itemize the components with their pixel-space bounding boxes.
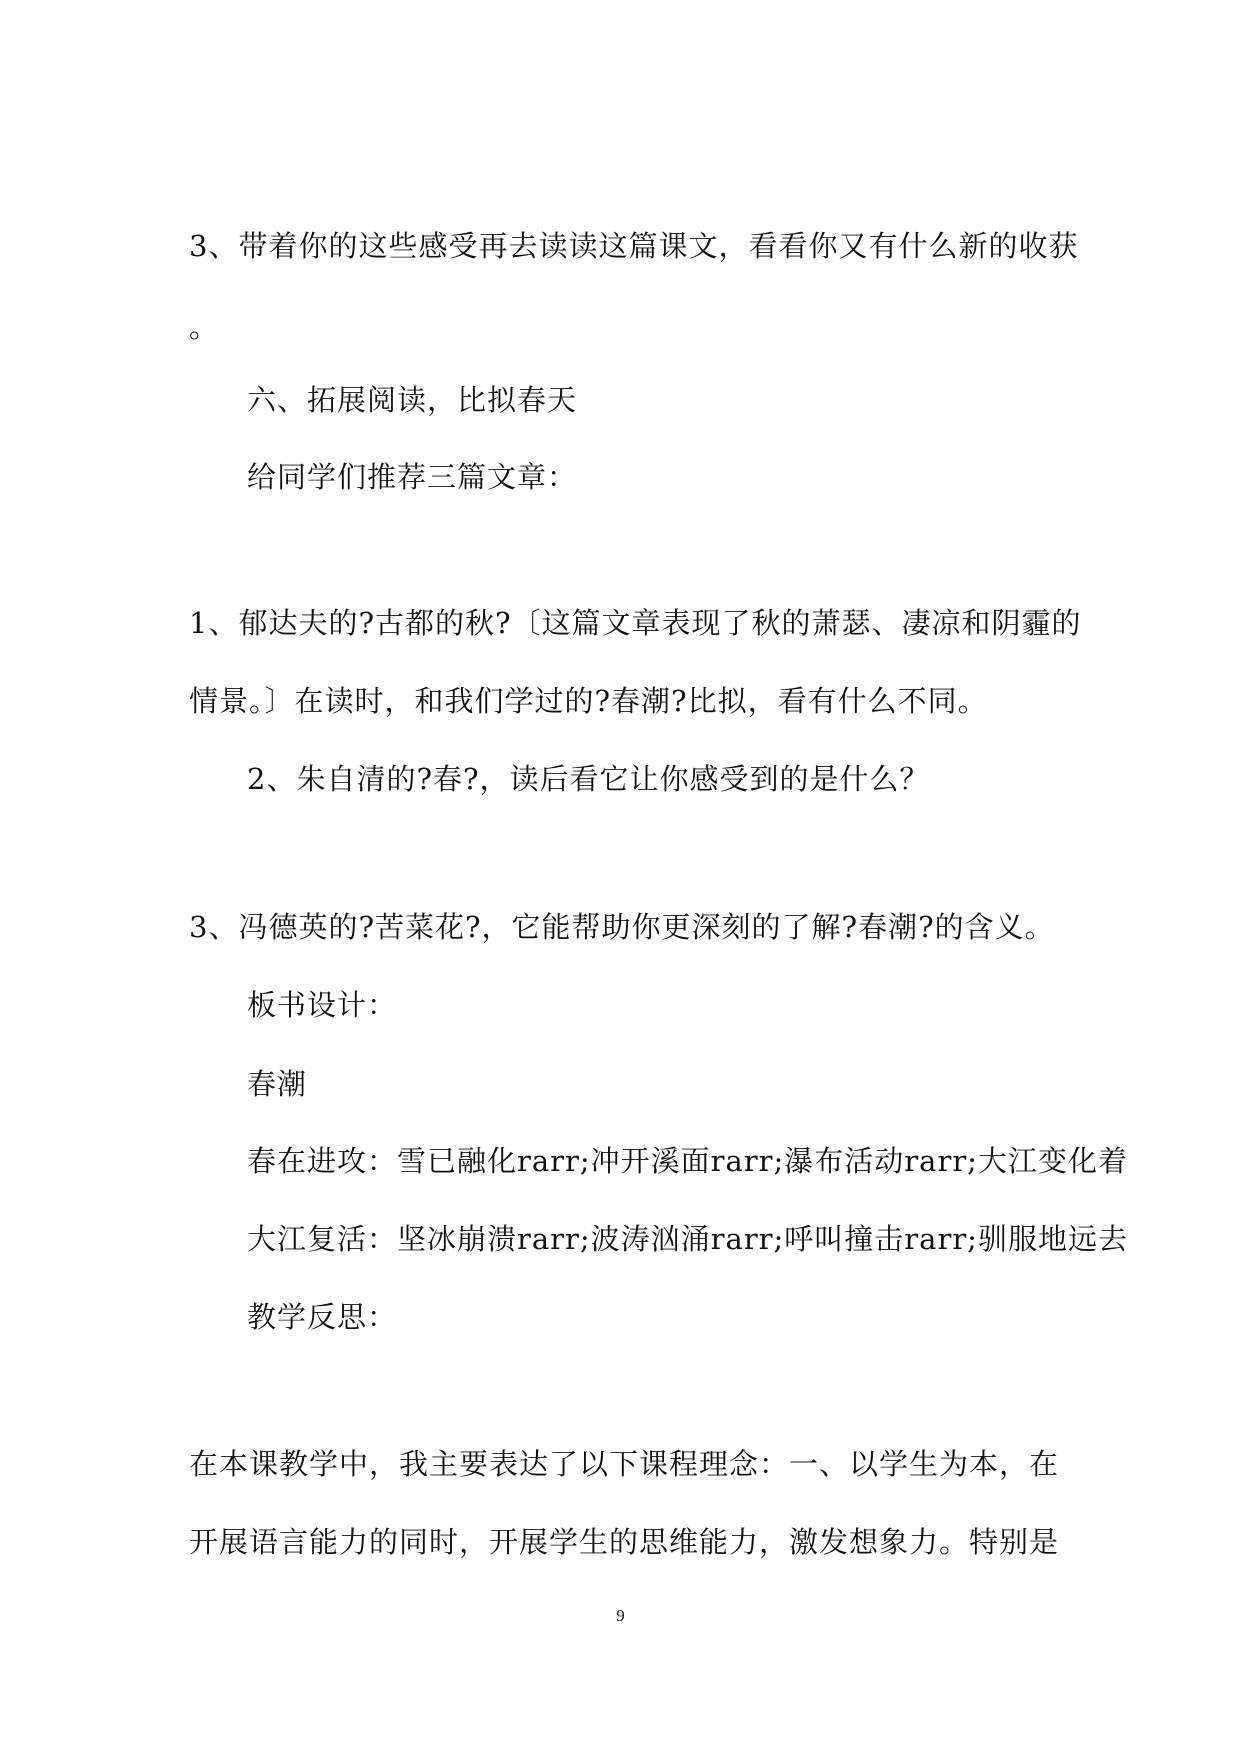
list-item: 2、朱自清的?春?，读后看它让你感受到的是什么？ <box>247 762 930 796</box>
paragraph-line: 开展语言能力的同时，开展学生的思维能力，激发想象力。特别是 <box>189 1525 1060 1559</box>
paragraph-line: 情景。〕在读时，和我们学过的?春潮?比拟，看有什么不同。 <box>189 684 988 718</box>
board-title: 春潮 <box>247 1067 308 1101</box>
section-heading: 六、拓展阅读，比拟春天 <box>247 383 578 417</box>
list-item: 3、冯德英的?苦菜花?，它能帮助你更深刻的了解?春潮?的含义。 <box>189 910 1055 944</box>
paragraph-line: 给同学们推荐三篇文章： <box>247 460 578 494</box>
page-number: 9 <box>616 1606 625 1625</box>
list-item: 1、郁达夫的?古都的秋?〔这篇文章表现了秋的萧瑟、凄凉和阴霾的 <box>189 606 1082 640</box>
section-heading: 板书设计： <box>247 988 398 1022</box>
board-line: 大江复活：坚冰崩溃rarr;波涛汹涌rarr;呼叫撞击rarr;驯服地远去 <box>247 1222 1128 1256</box>
board-line: 春在进攻：雪已融化rarr;冲开溪面rarr;瀑布活动rarr;大江变化着 <box>247 1144 1128 1178</box>
section-heading: 教学反思： <box>247 1300 398 1334</box>
paragraph-line: 在本课教学中，我主要表达了以下课程理念：一、以学生为本，在 <box>189 1447 1060 1481</box>
paragraph-line: 3、带着你的这些感受再去读读这篇课文，看看你又有什么新的收获 <box>189 229 1079 263</box>
paragraph-line: 。 <box>189 310 220 344</box>
